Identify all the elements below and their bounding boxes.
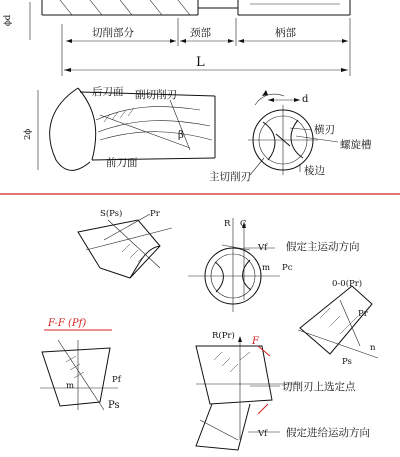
label-selected-point: 切削刃上选定点	[282, 381, 356, 393]
label-main-motion: 假定主运动方向	[286, 241, 360, 253]
label-m-b: m	[66, 381, 75, 391]
label-minor-edge: 副切削刃	[135, 89, 177, 101]
label-d: d	[302, 94, 309, 105]
label-margin: 棱边	[304, 165, 325, 177]
label-main-edge: 主切削刃	[209, 171, 251, 183]
sketch-feed-plane	[40, 330, 118, 410]
label-ps-a: Ps	[108, 400, 120, 411]
label-total-length: L	[196, 55, 205, 70]
label-pr-a: Pr	[150, 209, 160, 219]
label-f-red: F	[252, 336, 259, 347]
sketch-drill-tip-planes	[196, 336, 300, 450]
label-shank: 柄部	[275, 27, 296, 39]
label-flank-face: 后刀面	[92, 86, 124, 98]
label-r: R	[224, 219, 231, 229]
dimension-lines	[30, 2, 350, 76]
label-pr-b: Pr	[358, 309, 368, 319]
label-chisel-edge: 横刃	[314, 124, 335, 136]
label-ps-b: Ps	[342, 357, 352, 367]
label-c: C	[240, 219, 247, 229]
label-vf-b: Vf	[258, 429, 268, 439]
label-vf: Vf	[258, 243, 268, 253]
label-diameter: ϕd	[3, 14, 13, 26]
label-m-a: m	[262, 263, 271, 273]
label-o-pr: 0-0(Pr)	[332, 279, 363, 289]
drill-side-view	[42, 0, 350, 15]
sketch-orthogonal-plane	[298, 286, 378, 358]
label-s-ps: S(Ps)	[100, 209, 123, 219]
label-ff-pf: F-F (Pf)	[48, 318, 87, 329]
label-point-angle: 2ϕ	[23, 128, 33, 140]
label-r-pr: R(Pr)	[212, 331, 235, 341]
sketch-base-plane	[78, 214, 172, 278]
label-cutting-part: 切削部分	[92, 27, 134, 39]
label-feed-motion: 假定进给运动方向	[286, 427, 370, 439]
label-pf: Pf	[112, 375, 121, 385]
label-neck: 颈部	[190, 27, 211, 39]
label-pc: Pc	[282, 263, 293, 273]
label-helix-angle: β	[178, 130, 184, 141]
label-n: n	[370, 343, 376, 353]
label-rake-face: 前刀面	[106, 157, 138, 169]
label-flute: 螺旋槽	[340, 139, 372, 151]
